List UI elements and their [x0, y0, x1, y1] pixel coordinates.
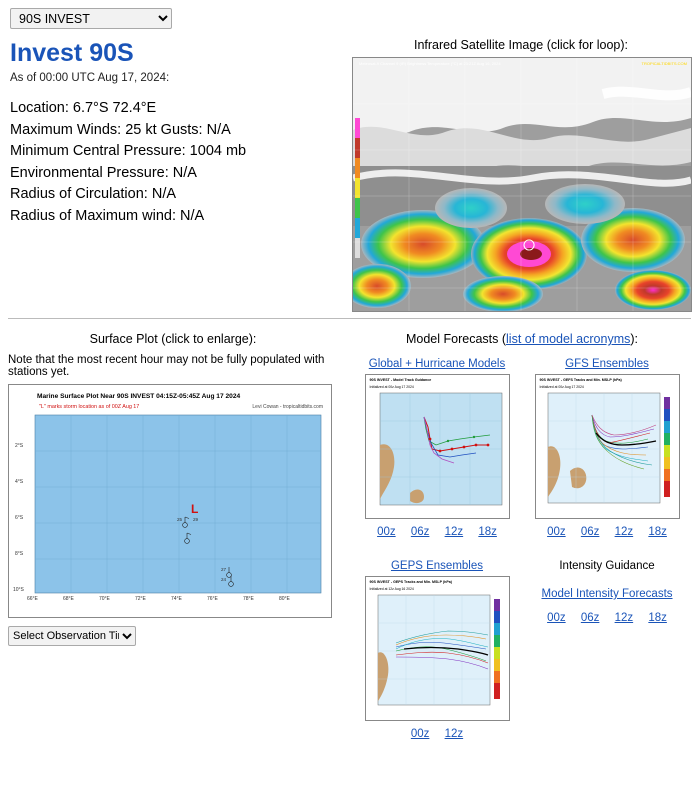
surface-lat-tick-2: 6°S	[15, 515, 24, 521]
model-hours-geps-ensembles	[352, 728, 522, 740]
surface-plot-panel	[8, 332, 338, 646]
surface-plot-image[interactable]	[8, 384, 332, 618]
model-image-subtitle-gfs-ensembles: Initialized at 00z Aug 17 2024	[539, 385, 584, 389]
infrared-panel	[352, 38, 690, 312]
station-value-1: 25	[177, 517, 183, 522]
surface-plot-subtitle: "L" marks storm location as of 00Z Aug 17	[39, 404, 140, 410]
hour-link-12z-global[interactable]: 12z	[444, 526, 464, 538]
station-value-4: 24	[221, 577, 227, 582]
model-image-subtitle-geps-ensembles: Initialized at 12z Aug 16 2024	[369, 587, 414, 591]
page-title: Invest 90S	[10, 39, 134, 67]
model-acronyms-link[interactable]: list of model acronyms	[506, 332, 631, 346]
model-forecasts-heading	[352, 332, 692, 346]
model-image-title-gfs-ensembles: 90S INVEST - GEFS Tracks and Min. MSLP (hPa)	[539, 378, 622, 382]
surface-lon-tick-7: 80°E	[279, 596, 290, 602]
hour-link-00z-gfs[interactable]: 00z	[547, 526, 566, 538]
surface-lon-tick-1: 68°E	[63, 596, 74, 602]
model-intensity-forecasts-link[interactable]: Model Intensity Forecasts	[541, 588, 673, 600]
surface-lon-tick-3: 72°E	[135, 596, 146, 602]
surface-lat-tick-0: 2°S	[15, 443, 24, 449]
model-forecasts-heading-prefix: Model Forecasts (	[405, 332, 507, 346]
model-forecasts-panel	[352, 332, 692, 740]
surface-plot-title: Marine Surface Plot Near 90S INVEST 04:15Z-05:45Z Aug 17 2024	[37, 393, 241, 400]
surface-lon-tick-4: 74°E	[171, 596, 182, 602]
surface-plot-caption: Surface Plot (click to enlarge):	[89, 332, 257, 346]
as-of-timestamp: As of 00:00 UTC Aug 17, 2024:	[10, 72, 170, 84]
model-image-global-hurricane[interactable]	[365, 374, 510, 519]
storm-min-pressure: Minimum Central Pressure: 1004 mb	[10, 143, 247, 159]
storm-env-pressure: Environmental Pressure: N/A	[10, 164, 197, 181]
model-graphic-geps-ensembles	[366, 577, 509, 720]
svg-text:L: L	[191, 502, 199, 516]
surface-lon-tick-6: 78°E	[243, 596, 254, 602]
hour-link-06z-global[interactable]: 06z	[410, 526, 430, 538]
infrared-overlay-right: TROPICALTIDBITS.COM	[641, 61, 687, 66]
model-image-subtitle-global-hurricane: Initialized at 00z Aug 17 2024	[369, 385, 414, 389]
model-hours-gfs-ensembles	[522, 526, 692, 538]
storm-radius-max-wind: Radius of Maximum wind: N/A	[10, 207, 205, 224]
model-forecasts-heading-suffix: ):	[630, 332, 639, 346]
surface-plot-credit: Levi Cowan - tropicaltidbits.com	[252, 404, 323, 410]
surface-lon-tick-5: 76°E	[207, 596, 218, 602]
model-panel-grid	[352, 354, 692, 740]
hour-link-12z-gfs[interactable]: 12z	[614, 526, 634, 538]
model-image-title-geps-ensembles: 90S INVEST - GEPS Tracks and Min. MSLP (hPa)	[369, 580, 452, 584]
intensity-guidance-panel	[522, 556, 692, 740]
station-value-2: 29	[193, 517, 199, 522]
surface-lat-tick-3: 8°S	[15, 551, 24, 557]
surface-plot-graphic	[9, 385, 331, 617]
hour-link-18z-gfs[interactable]: 18z	[648, 526, 667, 538]
hour-link-06z-gfs[interactable]: 06z	[580, 526, 600, 538]
storm-location: Location: 6.7°S 72.4°E	[10, 100, 157, 116]
hour-link-18z-intensity[interactable]: 18z	[648, 612, 667, 624]
hour-link-18z-global[interactable]: 18z	[478, 526, 497, 538]
surface-plot-note: Note that the most recent hour may not be fully populated with stations yet.	[8, 354, 325, 378]
storm-max-winds: Maximum Winds: 25 kt Gusts: N/A	[10, 121, 231, 138]
observation-time-select[interactable]	[8, 626, 136, 646]
surface-lat-tick-4: 10°S	[13, 587, 24, 593]
hour-link-12z-intensity[interactable]: 12z	[614, 612, 634, 624]
section-divider	[8, 318, 691, 319]
model-panel-global-hurricane	[352, 354, 522, 538]
infrared-caption: Infrared Satellite Image (click for loop):	[414, 38, 628, 52]
hour-link-00z-intensity[interactable]: 00z	[547, 612, 566, 624]
intensity-guidance-title: Intensity Guidance	[559, 560, 655, 572]
surface-lon-tick-2: 70°E	[99, 596, 110, 602]
model-graphic-gfs-ensembles	[536, 375, 679, 518]
storm-radius-circulation: Radius of Circulation: N/A	[10, 186, 177, 202]
model-panel-gfs-ensembles	[522, 354, 692, 538]
hour-link-00z-geps[interactable]: 00z	[410, 728, 430, 740]
surface-lat-tick-1: 4°S	[15, 479, 24, 485]
surface-lon-tick-0: 66°E	[27, 596, 38, 602]
model-panel-title-geps-ensembles[interactable]: GEPS Ensembles	[390, 560, 484, 572]
infrared-satellite-graphic	[353, 58, 691, 311]
hour-link-12z-geps[interactable]: 12z	[444, 728, 464, 740]
station-value-3: 27	[221, 567, 227, 572]
storm-selector[interactable]	[10, 8, 172, 29]
model-panel-title-gfs-ensembles[interactable]: GFS Ensembles	[565, 358, 649, 370]
model-image-geps-ensembles[interactable]	[365, 576, 510, 721]
intensity-hours	[522, 612, 692, 624]
infrared-overlay-left: Meteosat-9 Channel 9 (IR) Brightness Temperature (°C) at 23:21Z Aug 16, 2024	[359, 61, 501, 66]
model-image-gfs-ensembles[interactable]	[535, 374, 680, 519]
hour-link-00z-global[interactable]: 00z	[377, 526, 396, 538]
model-graphic-global-hurricane	[366, 375, 509, 518]
hour-link-06z-intensity[interactable]: 06z	[580, 612, 600, 624]
storm-info-panel	[10, 38, 340, 227]
model-panel-geps-ensembles	[352, 556, 522, 740]
infrared-satellite-image[interactable]	[352, 57, 692, 312]
model-image-title-global-hurricane: 90S INVEST - Model Track Guidance	[369, 378, 432, 382]
model-panel-title-global-hurricane[interactable]: Global + Hurricane Models	[368, 358, 506, 370]
model-hours-global-hurricane	[352, 526, 522, 538]
